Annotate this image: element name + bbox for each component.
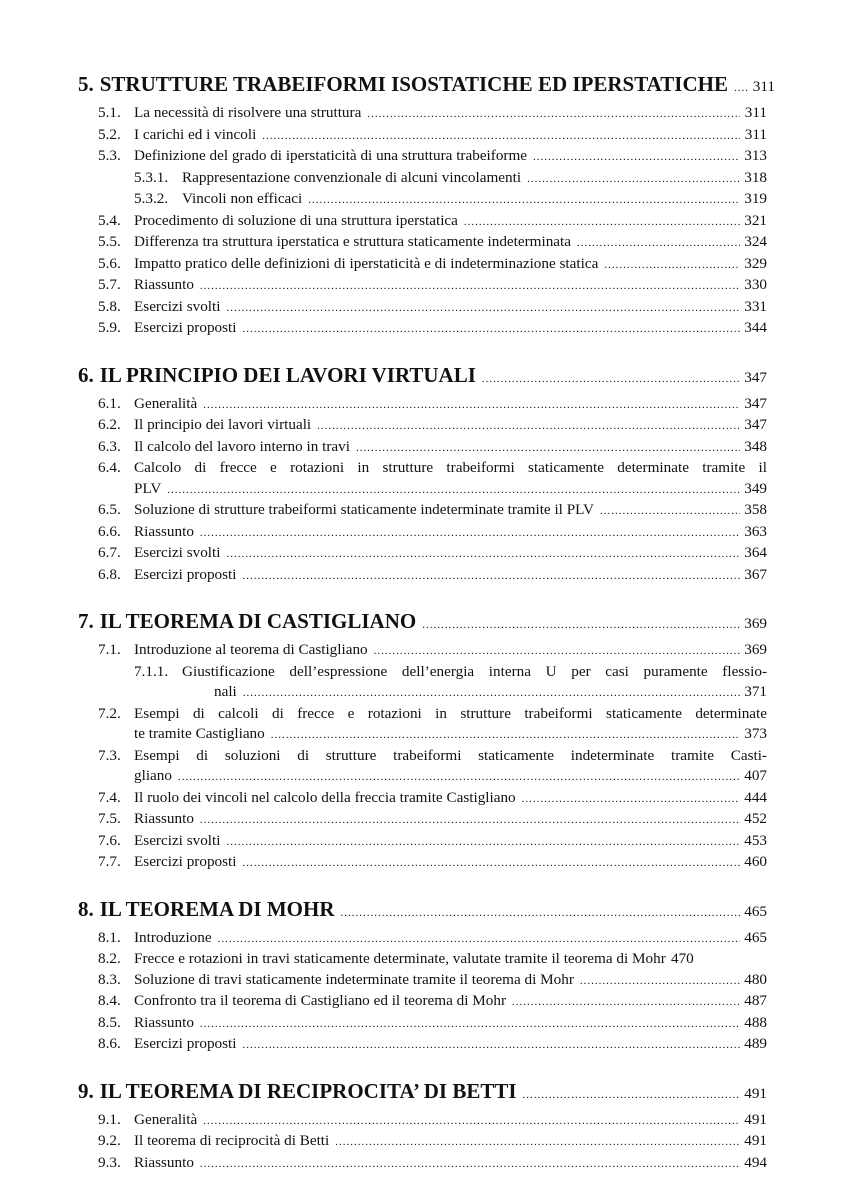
entry-title-line1: Giustificazione dell’espressione dell’energia interna U per casi puramente flessio- xyxy=(182,662,767,680)
toc-entry[interactable] xyxy=(78,211,767,233)
toc-entry[interactable] xyxy=(78,232,767,254)
toc-entry[interactable] xyxy=(78,275,767,297)
dot-leader xyxy=(374,641,740,662)
entry-title-line1: Esempi di soluzioni di strutture trabeiformi staticamente indeterminate tramite Casti- xyxy=(134,746,767,764)
chapter-title: IL TEOREMA DI MOHR xyxy=(99,896,335,921)
entry-number: 5.1. xyxy=(98,104,121,121)
entry-number: 7.1.1. xyxy=(134,662,169,680)
entry-title: Esercizi proposti xyxy=(134,319,237,336)
entry-title: Procedimento di soluzione di una struttura iperstatica xyxy=(134,211,458,229)
page-number: 452 xyxy=(744,810,767,827)
toc-entry[interactable] xyxy=(78,1013,767,1035)
dot-leader xyxy=(200,1154,740,1175)
entry-number: 5.9. xyxy=(98,319,121,336)
page-number: 324 xyxy=(744,233,767,250)
entry-number: 6.3. xyxy=(98,437,121,455)
entry-number: 7.6. xyxy=(98,831,121,849)
toc-entry[interactable] xyxy=(78,318,767,340)
dot-leader xyxy=(271,725,740,746)
page-number: 489 xyxy=(744,1035,767,1052)
toc-subentry[interactable] xyxy=(78,168,767,190)
chapter-title: IL TEOREMA DI CASTIGLIANO xyxy=(99,609,417,633)
page-number: 369 xyxy=(744,641,767,658)
entry-number: 5.7. xyxy=(98,276,121,293)
entry-number: 6.7. xyxy=(98,544,121,561)
entry-title: Esercizi svolti xyxy=(134,831,221,849)
entry-number: 6.5. xyxy=(98,501,121,518)
dot-leader xyxy=(580,971,740,992)
toc-entry[interactable] xyxy=(78,522,767,544)
page-number: 318 xyxy=(744,168,767,186)
page-number: 470 xyxy=(670,950,694,967)
dot-leader xyxy=(243,853,741,874)
entry-title: Impatto pratico delle definizioni di iperstaticità e di indeterminazione statica xyxy=(134,254,599,272)
entry-title: Confronto tra il teorema di Castigliano ed il teorema di Mohr xyxy=(134,992,507,1009)
dot-leader xyxy=(600,501,740,522)
dot-leader xyxy=(167,480,740,501)
toc-entry[interactable] xyxy=(78,437,767,459)
toc-entry[interactable] xyxy=(78,852,767,874)
page-number: 369 xyxy=(744,615,767,632)
dot-leader xyxy=(335,1132,740,1153)
dot-leader xyxy=(218,929,740,950)
entry-number: 8.5. xyxy=(98,1013,121,1031)
entry-number: 6.4. xyxy=(98,459,121,476)
entry-title: Soluzione di travi staticamente indeterminate tramite il teorema di Mohr xyxy=(134,970,574,988)
entry-title: Rappresentazione convenzionale di alcuni vincolamenti xyxy=(182,168,522,186)
chapter-heading[interactable] xyxy=(78,895,767,928)
toc-entry-multiline[interactable] xyxy=(78,746,767,788)
entry-title: Introduzione al teorema di Castigliano xyxy=(134,641,368,658)
entry-title: Il principio dei lavori virtuali xyxy=(134,416,312,433)
entry-title: Differenza tra struttura iperstatica e struttura staticamente indeterminata xyxy=(134,233,572,250)
chapter-number: 9. xyxy=(78,1078,94,1103)
chapter-title: STRUTTURE TRABEIFORMI ISOSTATICHE ED IPERSTATICHE xyxy=(99,72,728,96)
chapter-title: IL PRINCIPIO DEI LAVORI VIRTUALI xyxy=(99,362,476,387)
entry-number: 5.3.1. xyxy=(134,168,169,186)
entry-number: 6.2. xyxy=(98,416,121,433)
dot-leader xyxy=(317,416,740,437)
toc-entry[interactable] xyxy=(78,788,767,810)
chapter-title: IL TEOREMA DI RECIPROCITA’ DI BETTI xyxy=(99,1078,517,1103)
entry-number: 7.4. xyxy=(98,788,121,806)
toc-entry[interactable] xyxy=(78,1034,767,1056)
page-number: 453 xyxy=(744,831,767,849)
toc-entry[interactable] xyxy=(78,500,767,522)
page-number: 330 xyxy=(744,276,767,293)
toc-entry[interactable] xyxy=(78,543,767,565)
dot-leader xyxy=(226,832,740,853)
toc-entry[interactable] xyxy=(78,809,767,831)
dot-leader xyxy=(464,212,740,233)
dot-leader xyxy=(200,523,740,544)
entry-number: 6.1. xyxy=(98,394,121,412)
entry-title: Il ruolo dei vincoli nel calcolo della freccia tramite Castigliano xyxy=(134,788,516,806)
entry-title: Generalità xyxy=(134,394,198,412)
entry-number: 7.2. xyxy=(98,704,121,722)
toc-entry-multiline[interactable] xyxy=(78,458,767,500)
entry-title: Introduzione xyxy=(134,928,212,946)
chapter-number: 8. xyxy=(78,896,94,921)
chapter-6 xyxy=(78,361,767,587)
entry-number: 5.8. xyxy=(98,297,121,315)
page-number: 460 xyxy=(744,853,767,870)
chapter-number: 5. xyxy=(78,72,94,96)
page-number: 311 xyxy=(752,78,775,95)
dot-leader xyxy=(203,1111,740,1132)
page-number: 321 xyxy=(744,211,767,229)
toc-entry[interactable] xyxy=(78,1153,767,1175)
dot-leader xyxy=(203,395,740,416)
page-number: 347 xyxy=(744,394,767,412)
page-number: 487 xyxy=(744,992,767,1009)
chapter-number: 7. xyxy=(78,609,94,633)
chapter-number: 6. xyxy=(78,362,94,387)
chapter-8 xyxy=(78,895,767,1056)
page-number: 367 xyxy=(744,565,767,583)
entry-title: Frecce e rotazioni in travi staticamente determinate, valutate tramite il teorema di Mohr xyxy=(134,950,666,967)
toc-entry[interactable] xyxy=(78,640,767,662)
dot-leader xyxy=(200,810,740,831)
entry-title: La necessità di risolvere una struttura xyxy=(134,104,362,121)
page-number: 364 xyxy=(744,544,767,561)
page-number: 373 xyxy=(744,725,767,742)
entry-title-line1: Esempi di calcoli di frecce e rotazioni in strutture trabeiformi staticamente determinate xyxy=(134,704,767,722)
toc-entry[interactable] xyxy=(78,394,767,416)
entry-number: 5.6. xyxy=(98,254,121,272)
toc-entry[interactable] xyxy=(78,254,767,276)
toc-entry-multiline[interactable] xyxy=(78,704,767,746)
dot-leader xyxy=(734,74,748,103)
page-number: 313 xyxy=(744,147,767,164)
dot-leader xyxy=(367,104,740,125)
dot-leader xyxy=(226,544,740,565)
entry-title-line2: te tramite Castigliano xyxy=(134,725,265,742)
entry-number: 7.7. xyxy=(98,853,121,870)
entry-number: 9.1. xyxy=(98,1110,121,1128)
entry-number: 9.3. xyxy=(98,1153,121,1171)
entry-number: 8.3. xyxy=(98,970,121,988)
entry-number: 8.1. xyxy=(98,928,121,946)
dot-leader xyxy=(243,319,741,340)
entry-title: Esercizi proposti xyxy=(134,853,237,870)
entry-title: Esercizi svolti xyxy=(134,544,221,561)
page-number: 347 xyxy=(744,416,767,433)
entry-title: Il calcolo del lavoro interno in travi xyxy=(134,437,350,455)
toc-entry[interactable] xyxy=(78,949,767,970)
entry-title: Definizione del grado di iperstaticità di una struttura trabeiforme xyxy=(134,147,528,164)
entry-number: 5.4. xyxy=(98,211,121,229)
entry-title: Esercizi svolti xyxy=(134,297,221,315)
chapter-heading[interactable] xyxy=(78,607,767,640)
chapter-9 xyxy=(78,1077,767,1175)
toc-entry[interactable] xyxy=(78,103,767,125)
page-number: 331 xyxy=(744,297,767,315)
entry-title: Esercizi proposti xyxy=(134,565,237,583)
page-number: 329 xyxy=(744,254,767,272)
entry-number: 7.1. xyxy=(98,641,121,658)
toc-entry[interactable] xyxy=(78,991,767,1013)
dot-leader xyxy=(200,1014,740,1035)
entry-title: Riassunto xyxy=(134,810,194,827)
entry-title: Riassunto xyxy=(134,1153,194,1171)
page-number: 349 xyxy=(744,479,767,497)
page-number: 363 xyxy=(744,522,767,540)
table-of-contents xyxy=(78,70,775,1195)
entry-title-line2: PLV xyxy=(134,479,162,497)
dot-leader xyxy=(527,169,740,190)
dot-leader xyxy=(226,298,740,319)
dot-leader xyxy=(200,276,740,297)
dot-leader xyxy=(308,190,740,211)
entry-title: Esercizi proposti xyxy=(134,1035,237,1052)
entry-title-line1: Calcolo di frecce e rotazioni in strutture trabeiformi staticamente determinate tramite il xyxy=(134,459,767,476)
entry-number: 6.6. xyxy=(98,522,121,540)
dot-leader xyxy=(178,767,740,788)
page-number: 407 xyxy=(744,767,767,784)
toc-entry[interactable] xyxy=(78,970,767,992)
page-number: 371 xyxy=(744,683,767,700)
page-number: 444 xyxy=(744,788,767,806)
page-number: 311 xyxy=(744,104,767,121)
entry-title: Soluzione di strutture trabeiformi staticamente indeterminate tramite il PLV xyxy=(134,501,594,518)
page-number: 480 xyxy=(744,970,767,988)
dot-leader xyxy=(533,147,740,168)
dot-leader xyxy=(482,365,740,394)
dot-leader xyxy=(512,992,740,1013)
entry-title-line2: nali xyxy=(214,683,237,700)
dot-leader xyxy=(262,126,740,147)
toc-entry[interactable] xyxy=(78,125,767,147)
chapter-heading[interactable] xyxy=(78,1077,767,1110)
page-number: 344 xyxy=(744,319,767,336)
page-number: 491 xyxy=(744,1110,767,1128)
dot-leader xyxy=(422,611,740,640)
dot-leader xyxy=(577,233,740,254)
toc-subentry-multiline[interactable] xyxy=(78,662,767,704)
entry-number: 5.5. xyxy=(98,233,121,250)
dot-leader xyxy=(604,255,740,276)
toc-entry[interactable] xyxy=(78,415,767,437)
entry-number: 9.2. xyxy=(98,1132,121,1149)
entry-number: 7.5. xyxy=(98,810,121,827)
page-number: 347 xyxy=(744,368,767,386)
entry-title: Riassunto xyxy=(134,1013,194,1031)
entry-number: 8.2. xyxy=(98,950,121,967)
toc-subentry[interactable] xyxy=(78,189,767,211)
page-number: 494 xyxy=(744,1153,767,1171)
toc-entry[interactable] xyxy=(78,1110,767,1132)
entry-number: 8.4. xyxy=(98,992,121,1009)
entry-title: Generalità xyxy=(134,1110,198,1128)
entry-number: 7.3. xyxy=(98,746,121,764)
toc-entry[interactable] xyxy=(78,146,767,168)
page-number: 465 xyxy=(744,902,767,920)
dot-leader xyxy=(356,438,740,459)
toc-entry[interactable] xyxy=(78,831,767,853)
entry-number: 5.3. xyxy=(98,147,121,164)
page-number: 358 xyxy=(744,501,767,518)
entry-title: I carichi ed i vincoli xyxy=(134,125,257,143)
dot-leader xyxy=(243,683,740,704)
dot-leader xyxy=(523,1081,740,1110)
page-number: 348 xyxy=(744,437,767,455)
dot-leader xyxy=(243,566,741,587)
dot-leader xyxy=(243,1035,741,1056)
entry-title: Vincoli non efficaci xyxy=(182,190,303,207)
toc-entry[interactable] xyxy=(78,1131,767,1153)
page-number: 491 xyxy=(744,1084,767,1102)
entry-title: Riassunto xyxy=(134,276,194,293)
chapter-heading[interactable] xyxy=(78,70,775,103)
page-number: 311 xyxy=(744,125,767,143)
toc-entry[interactable] xyxy=(78,928,767,950)
entry-number: 5.2. xyxy=(98,125,121,143)
entry-number: 8.6. xyxy=(98,1035,121,1052)
chapter-7 xyxy=(78,607,767,874)
page-number: 319 xyxy=(744,190,767,207)
page-number: 491 xyxy=(744,1132,767,1149)
chapter-5 xyxy=(78,70,775,340)
toc-entry[interactable] xyxy=(78,565,767,587)
toc-entry[interactable] xyxy=(78,297,767,319)
entry-title: Riassunto xyxy=(134,522,194,540)
page-number: 465 xyxy=(744,928,767,946)
entry-title: Il teorema di reciprocità di Betti xyxy=(134,1132,330,1149)
chapter-heading[interactable] xyxy=(78,361,767,394)
page-number: 488 xyxy=(744,1013,767,1031)
dot-leader xyxy=(522,789,740,810)
entry-number: 5.3.2. xyxy=(134,190,169,207)
entry-title-line2: gliano xyxy=(134,767,172,784)
dot-leader xyxy=(340,899,740,928)
entry-number: 6.8. xyxy=(98,565,121,583)
